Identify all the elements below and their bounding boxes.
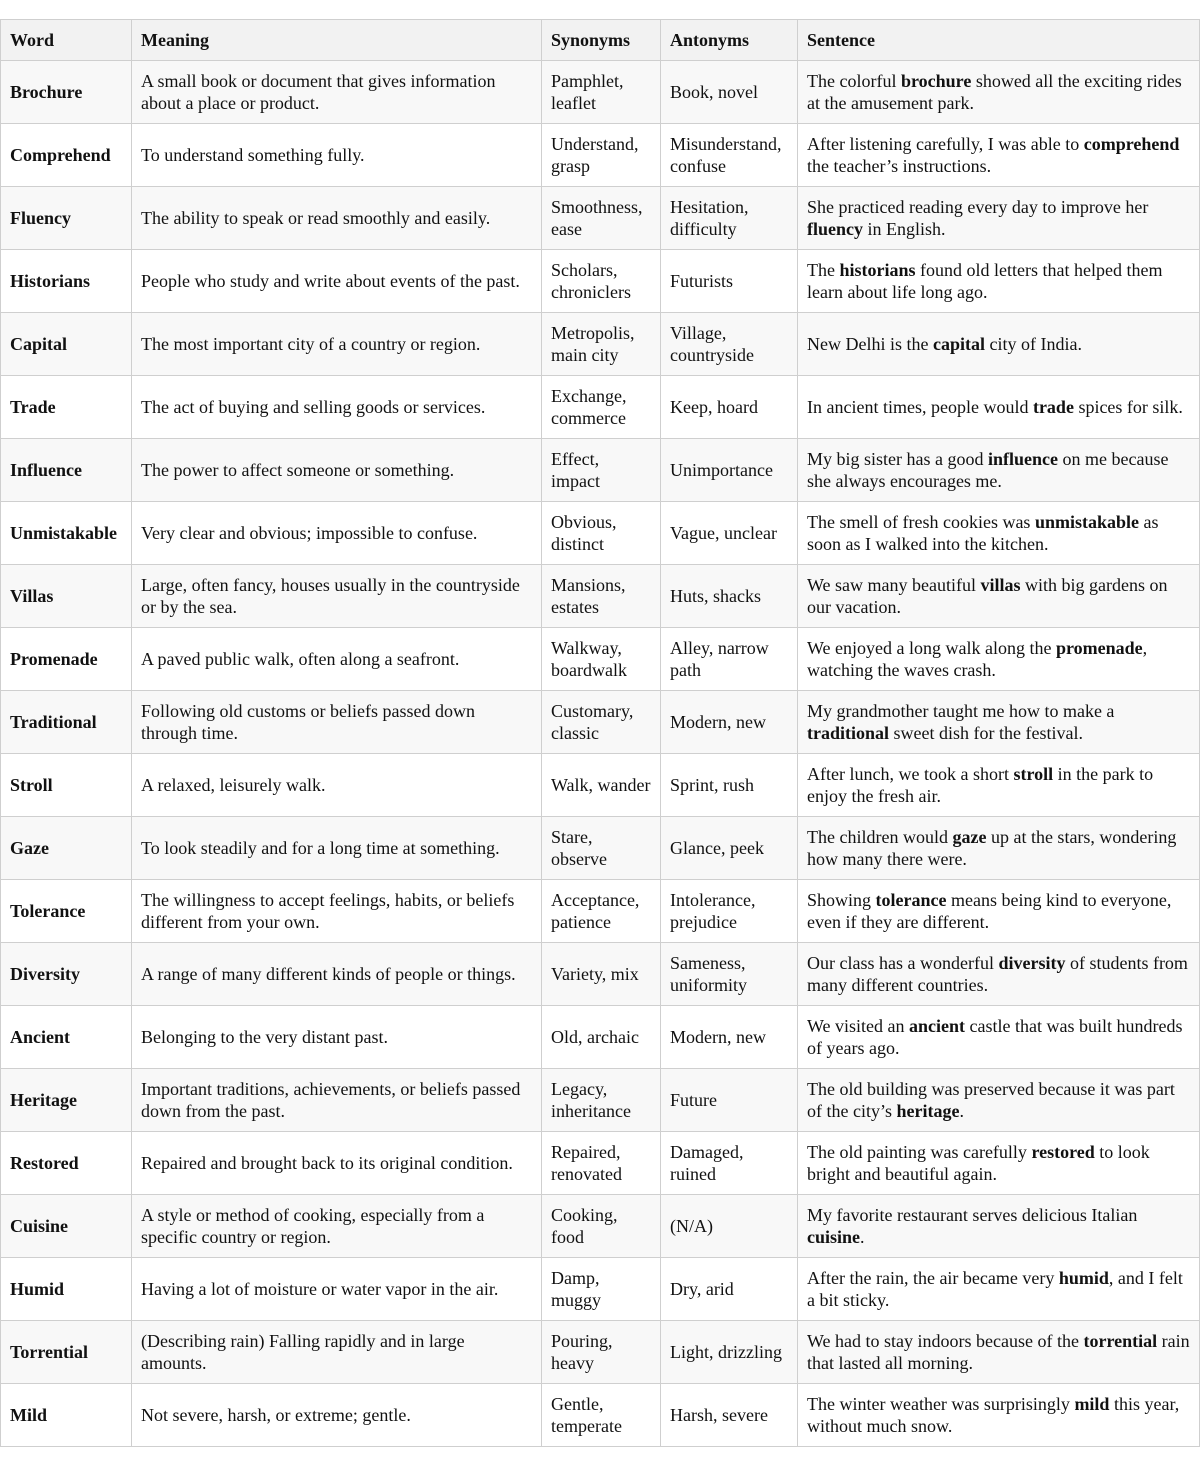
cell-sentence: [798, 376, 1200, 439]
sentence-text-after: to look bright and beautiful again.: [807, 1142, 1150, 1184]
cell-sentence: [798, 124, 1200, 187]
sentence-highlighted-word: influence: [987, 449, 1058, 469]
sentence-highlighted-word: humid: [1058, 1268, 1109, 1288]
table-row: [1, 817, 1200, 880]
table-row: [1, 439, 1200, 502]
cell-antonyms: Modern, new: [661, 1006, 798, 1069]
sentence-text-after: as soon as I walked into the kitchen.: [807, 512, 1159, 554]
sentence-highlighted-word: stroll: [1013, 764, 1054, 784]
cell-synonyms: Mansions, estates: [542, 565, 661, 628]
cell-meaning: The most important city of a country or region.: [132, 313, 542, 376]
sentence-text-before: Our class has a wonderful: [807, 953, 999, 973]
sentence-text-before: The colorful: [807, 71, 901, 91]
cell-word: Mild: [1, 1384, 132, 1447]
cell-antonyms: Misunderstand, confuse: [661, 124, 798, 187]
sentence-text-after: .: [959, 1101, 964, 1121]
sentence-text-after: city of India.: [984, 334, 1082, 354]
cell-antonyms: Book, novel: [661, 61, 798, 124]
cell-synonyms: Legacy, inheritance: [542, 1069, 661, 1132]
cell-synonyms: Metropolis, main city: [542, 313, 661, 376]
sentence-highlighted-word: historians: [839, 260, 916, 280]
cell-sentence: [798, 817, 1200, 880]
sentence-text-before: After listening carefully, I was able to: [807, 134, 1084, 154]
cell-meaning: (Describing rain) Falling rapidly and in large amounts.: [132, 1321, 542, 1384]
cell-word: Gaze: [1, 817, 132, 880]
table-row: [1, 1258, 1200, 1321]
header-sentence: Sentence: [798, 20, 1200, 61]
cell-synonyms: Obvious, distinct: [542, 502, 661, 565]
cell-sentence: [798, 880, 1200, 943]
table-row: [1, 250, 1200, 313]
cell-antonyms: Dry, arid: [661, 1258, 798, 1321]
cell-word: Cuisine: [1, 1195, 132, 1258]
sentence-text-before: My favorite restaurant serves delicious Italian: [807, 1205, 1138, 1225]
cell-meaning: Having a lot of moisture or water vapor in the air.: [132, 1258, 542, 1321]
table-header: [1, 20, 1200, 61]
cell-sentence: [798, 565, 1200, 628]
cell-antonyms: Glance, peek: [661, 817, 798, 880]
header-row: [1, 20, 1200, 61]
table-row: [1, 1195, 1200, 1258]
sentence-text-before: The old building was preserved because it was part of the city’s: [807, 1079, 1175, 1121]
vocabulary-table: [0, 19, 1200, 1447]
sentence-highlighted-word: brochure: [900, 71, 972, 91]
cell-sentence: [798, 628, 1200, 691]
sentence-highlighted-word: comprehend: [1083, 134, 1180, 154]
sentence-text-after: , and I felt a bit sticky.: [807, 1268, 1183, 1310]
sentence-text-after: in English.: [863, 219, 946, 239]
cell-synonyms: Walkway, boardwalk: [542, 628, 661, 691]
sentence-text-before: My grandmother taught me how to make a: [807, 701, 1115, 721]
cell-meaning: Repaired and brought back to its original condition.: [132, 1132, 542, 1195]
cell-antonyms: Huts, shacks: [661, 565, 798, 628]
cell-word: Torrential: [1, 1321, 132, 1384]
cell-antonyms: Keep, hoard: [661, 376, 798, 439]
sentence-highlighted-word: diversity: [998, 953, 1066, 973]
cell-sentence: [798, 1006, 1200, 1069]
sentence-text-after: castle that was built hundreds of years ago.: [807, 1016, 1183, 1058]
cell-meaning: Large, often fancy, houses usually in the countryside or by the sea.: [132, 565, 542, 628]
cell-meaning: A style or method of cooking, especially from a specific country or region.: [132, 1195, 542, 1258]
table-row: [1, 1132, 1200, 1195]
cell-word: Humid: [1, 1258, 132, 1321]
sentence-highlighted-word: unmistakable: [1034, 512, 1139, 532]
cell-antonyms: Vague, unclear: [661, 502, 798, 565]
cell-meaning: Following old customs or beliefs passed down through time.: [132, 691, 542, 754]
cell-word: Brochure: [1, 61, 132, 124]
cell-sentence: [798, 250, 1200, 313]
sentence-highlighted-word: trade: [1032, 397, 1074, 417]
cell-sentence: [798, 1384, 1200, 1447]
cell-word: Promenade: [1, 628, 132, 691]
table-body: [1, 61, 1200, 1447]
cell-antonyms: Futurists: [661, 250, 798, 313]
cell-word: Diversity: [1, 943, 132, 1006]
cell-synonyms: Scholars, chroniclers: [542, 250, 661, 313]
cell-synonyms: Cooking, food: [542, 1195, 661, 1258]
cell-sentence: [798, 754, 1200, 817]
sentence-text-before: The winter weather was surprisingly: [807, 1394, 1075, 1414]
cell-meaning: To look steadily and for a long time at something.: [132, 817, 542, 880]
cell-sentence: [798, 187, 1200, 250]
table-row: [1, 376, 1200, 439]
cell-sentence: [798, 1258, 1200, 1321]
table-row: [1, 754, 1200, 817]
cell-synonyms: Pamphlet, leaflet: [542, 61, 661, 124]
table-row: [1, 61, 1200, 124]
cell-sentence: [798, 691, 1200, 754]
cell-word: Capital: [1, 313, 132, 376]
table-row: [1, 943, 1200, 1006]
cell-meaning: Belonging to the very distant past.: [132, 1006, 542, 1069]
cell-sentence: [798, 1069, 1200, 1132]
cell-antonyms: (N/A): [661, 1195, 798, 1258]
cell-synonyms: Smoothness, ease: [542, 187, 661, 250]
cell-synonyms: Old, archaic: [542, 1006, 661, 1069]
sentence-highlighted-word: torrential: [1083, 1331, 1158, 1351]
header-synonyms: Synonyms: [542, 20, 661, 61]
cell-word: Ancient: [1, 1006, 132, 1069]
sentence-text-after: means being kind to everyone, even if they are different.: [807, 890, 1172, 932]
cell-synonyms: Acceptance, patience: [542, 880, 661, 943]
cell-meaning: The willingness to accept feelings, habits, or beliefs different from your own.: [132, 880, 542, 943]
cell-antonyms: Intolerance, prejudice: [661, 880, 798, 943]
sentence-highlighted-word: heritage: [896, 1101, 960, 1121]
cell-meaning: Not severe, harsh, or extreme; gentle.: [132, 1384, 542, 1447]
sentence-text-before: The smell of fresh cookies was: [807, 512, 1035, 532]
cell-antonyms: Alley, narrow path: [661, 628, 798, 691]
sentence-text-before: Showing: [807, 890, 876, 910]
cell-antonyms: Light, drizzling: [661, 1321, 798, 1384]
table-row: [1, 187, 1200, 250]
table-row: [1, 1069, 1200, 1132]
sentence-text-after: in the park to enjoy the fresh air.: [807, 764, 1154, 806]
cell-meaning: The ability to speak or read smoothly and easily.: [132, 187, 542, 250]
sentence-highlighted-word: villas: [980, 575, 1021, 595]
cell-synonyms: Variety, mix: [542, 943, 661, 1006]
header-meaning: Meaning: [132, 20, 542, 61]
cell-meaning: The act of buying and selling goods or services.: [132, 376, 542, 439]
cell-meaning: Important traditions, achievements, or beliefs passed down from the past.: [132, 1069, 542, 1132]
table-row: [1, 1321, 1200, 1384]
table-row: [1, 880, 1200, 943]
cell-synonyms: Repaired, renovated: [542, 1132, 661, 1195]
sentence-text-before: We visited an: [807, 1016, 910, 1036]
cell-meaning: The power to affect someone or something.: [132, 439, 542, 502]
cell-word: Fluency: [1, 187, 132, 250]
cell-word: Unmistakable: [1, 502, 132, 565]
sentence-text-after: up at the stars, wondering how many there were.: [807, 827, 1177, 869]
cell-meaning: People who study and write about events of the past.: [132, 250, 542, 313]
cell-word: Comprehend: [1, 124, 132, 187]
sentence-text-before: After lunch, we took a short: [807, 764, 1014, 784]
cell-sentence: [798, 313, 1200, 376]
sentence-highlighted-word: ancient: [909, 1016, 966, 1036]
sentence-text-after: of students from many different countries.: [807, 953, 1188, 995]
header-antonyms: Antonyms: [661, 20, 798, 61]
sentence-text-after: , watching the waves crash.: [807, 638, 1148, 680]
table-row: [1, 1384, 1200, 1447]
sentence-text-before: The old painting was carefully: [807, 1142, 1032, 1162]
cell-sentence: [798, 502, 1200, 565]
sentence-highlighted-word: capital: [932, 334, 985, 354]
sentence-text-after: rain that lasted all morning.: [807, 1331, 1190, 1373]
sentence-text-before: After the rain, the air became very: [807, 1268, 1059, 1288]
cell-sentence: [798, 439, 1200, 502]
cell-synonyms: Customary, classic: [542, 691, 661, 754]
sentence-highlighted-word: mild: [1074, 1394, 1110, 1414]
sentence-text-before: We saw many beautiful: [807, 575, 981, 595]
cell-synonyms: Effect, impact: [542, 439, 661, 502]
sentence-text-after: with big gardens on our vacation.: [807, 575, 1168, 617]
sentence-highlighted-word: fluency: [807, 219, 863, 239]
sentence-text-before: New Delhi is the: [807, 334, 933, 354]
cell-meaning: A range of many different kinds of people or things.: [132, 943, 542, 1006]
sentence-highlighted-word: gaze: [952, 827, 987, 847]
cell-word: Restored: [1, 1132, 132, 1195]
header-word: Word: [1, 20, 132, 61]
cell-word: Heritage: [1, 1069, 132, 1132]
sentence-text-before: We enjoyed a long walk along the: [807, 638, 1056, 658]
cell-antonyms: Sameness, uniformity: [661, 943, 798, 1006]
cell-synonyms: Stare, observe: [542, 817, 661, 880]
sentence-text-before: We had to stay indoors because of the: [807, 1331, 1084, 1351]
sentence-highlighted-word: traditional: [807, 723, 890, 743]
cell-synonyms: Exchange, commerce: [542, 376, 661, 439]
cell-synonyms: Understand, grasp: [542, 124, 661, 187]
table-row: [1, 1006, 1200, 1069]
sentence-text-before: My big sister has a good: [807, 449, 988, 469]
sentence-highlighted-word: restored: [1031, 1142, 1095, 1162]
sentence-text-after: found old letters that helped them learn about life long ago.: [807, 260, 1163, 302]
cell-synonyms: Walk, wander: [542, 754, 661, 817]
table-row: [1, 313, 1200, 376]
sentence-highlighted-word: tolerance: [875, 890, 947, 910]
sentence-text-after: this year, without much snow.: [807, 1394, 1180, 1436]
table-row: [1, 124, 1200, 187]
cell-sentence: [798, 61, 1200, 124]
sentence-text-before: In ancient times, people would: [807, 397, 1033, 417]
sentence-text-after: showed all the exciting rides at the amusement park.: [807, 71, 1182, 113]
cell-meaning: Very clear and obvious; impossible to confuse.: [132, 502, 542, 565]
cell-antonyms: Unimportance: [661, 439, 798, 502]
cell-meaning: A paved public walk, often along a seafront.: [132, 628, 542, 691]
cell-word: Stroll: [1, 754, 132, 817]
cell-antonyms: Future: [661, 1069, 798, 1132]
table-row: [1, 502, 1200, 565]
cell-meaning: A relaxed, leisurely walk.: [132, 754, 542, 817]
sentence-text-after: sweet dish for the festival.: [889, 723, 1083, 743]
sentence-text-after: .: [860, 1227, 865, 1247]
sentence-text-before: The children would: [807, 827, 953, 847]
sentence-text-after: spices for silk.: [1073, 397, 1183, 417]
cell-synonyms: Damp, muggy: [542, 1258, 661, 1321]
cell-synonyms: Gentle, temperate: [542, 1384, 661, 1447]
cell-antonyms: Sprint, rush: [661, 754, 798, 817]
cell-word: Trade: [1, 376, 132, 439]
cell-sentence: [798, 943, 1200, 1006]
table-row: [1, 565, 1200, 628]
cell-meaning: A small book or document that gives information about a place or product.: [132, 61, 542, 124]
cell-antonyms: Modern, new: [661, 691, 798, 754]
cell-sentence: [798, 1321, 1200, 1384]
cell-antonyms: Village, countryside: [661, 313, 798, 376]
sentence-text-after: the teacher’s instructions.: [807, 156, 992, 176]
cell-word: Historians: [1, 250, 132, 313]
table-row: [1, 628, 1200, 691]
cell-word: Villas: [1, 565, 132, 628]
cell-word: Tolerance: [1, 880, 132, 943]
cell-word: Traditional: [1, 691, 132, 754]
cell-antonyms: Hesitation, difficulty: [661, 187, 798, 250]
cell-antonyms: Damaged, ruined: [661, 1132, 798, 1195]
table-row: [1, 691, 1200, 754]
cell-meaning: To understand something fully.: [132, 124, 542, 187]
sentence-highlighted-word: promenade: [1055, 638, 1143, 658]
cell-synonyms: Pouring, heavy: [542, 1321, 661, 1384]
cell-sentence: [798, 1195, 1200, 1258]
sentence-text-before: She practiced reading every day to improve her: [807, 197, 1149, 217]
sentence-text-before: The: [807, 260, 840, 280]
cell-antonyms: Harsh, severe: [661, 1384, 798, 1447]
cell-word: Influence: [1, 439, 132, 502]
cell-sentence: [798, 1132, 1200, 1195]
sentence-text-after: on me because she always encourages me.: [807, 449, 1169, 491]
sentence-highlighted-word: cuisine: [807, 1227, 861, 1247]
